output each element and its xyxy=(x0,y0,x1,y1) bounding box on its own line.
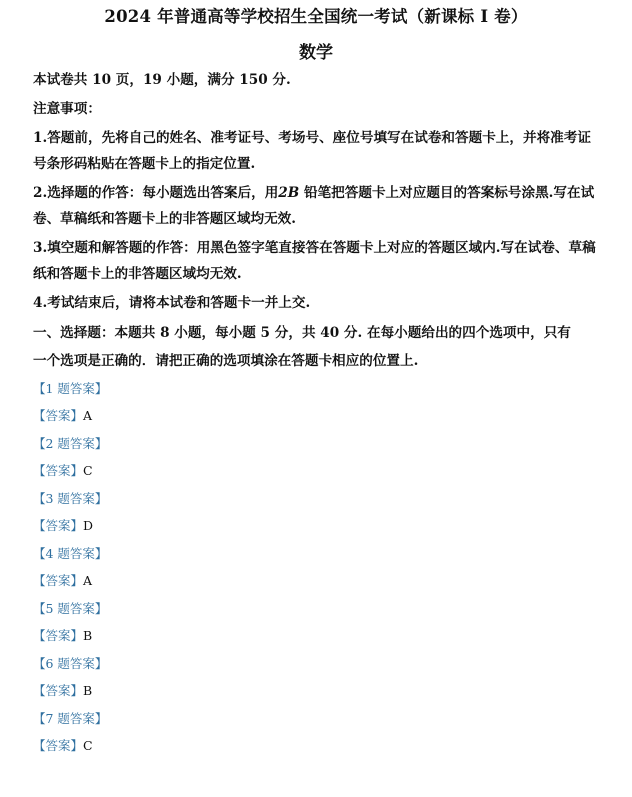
answer-value: A xyxy=(83,408,93,423)
answer-label: 【答案】 xyxy=(33,518,84,533)
notice-heading: 注意事项： xyxy=(33,101,101,117)
section-heading-line-1: 一、选择题：本题共 8 小题，每小题 5 分，共 40 分. 在每小题给出的四个选项中，只有 xyxy=(33,325,571,341)
answer-label: 【答案】 xyxy=(33,738,84,753)
answer-2-header xyxy=(33,435,107,453)
answer-header-text: 【5 题答案】 xyxy=(33,601,108,616)
answer-header-text: 【1 题答案】 xyxy=(33,381,108,396)
exam-title: 2024 年普通高等学校招生全国统一考试（新课标 I 卷） xyxy=(104,7,528,26)
notice-2-text-b: 铅笔把答题卡上对应题目的答案标号涂黑.写在试 xyxy=(299,185,595,201)
answer-7-header xyxy=(33,710,107,728)
answer-3-header xyxy=(33,490,107,508)
answer-header-text: 【3 题答案】 xyxy=(33,491,108,506)
answer-value: C xyxy=(83,738,93,753)
answer-value: B xyxy=(83,628,93,643)
answer-1 xyxy=(33,407,92,425)
answer-label: 【答案】 xyxy=(33,463,84,478)
answer-1-header xyxy=(33,380,107,398)
answer-4-header xyxy=(33,545,107,563)
answer-value: B xyxy=(83,683,93,698)
answer-value: A xyxy=(83,573,93,588)
subject-title: 数学 xyxy=(299,43,333,63)
answer-header-text: 【7 题答案】 xyxy=(33,711,108,726)
notice-1-line-2: 号条形码粘贴在答题卡上的指定位置. xyxy=(33,156,256,172)
answer-label: 【答案】 xyxy=(33,408,84,423)
answer-header-text: 【4 题答案】 xyxy=(33,546,108,561)
answer-value: D xyxy=(83,518,94,533)
answer-2 xyxy=(33,462,93,480)
answer-label: 【答案】 xyxy=(33,628,84,643)
notice-4-line-1: 4.考试结束后，请将本试卷和答题卡一并上交. xyxy=(33,295,311,311)
answer-label: 【答案】 xyxy=(33,683,84,698)
exam-intro: 本试卷共 10 页，19 小题，满分 150 分. xyxy=(33,72,291,88)
answer-4 xyxy=(33,572,92,590)
answer-header-text: 【2 题答案】 xyxy=(33,436,108,451)
notice-3-line-2: 纸和答题卡上的非答题区域均无效. xyxy=(33,266,242,282)
answer-header-text: 【6 题答案】 xyxy=(33,656,108,671)
answer-3 xyxy=(33,517,93,535)
answer-7 xyxy=(33,737,93,755)
answer-value: C xyxy=(83,463,93,478)
notice-2-line-1 xyxy=(33,183,594,203)
section-heading-line-2: 一个选项是正确的．请把正确的选项填涂在答题卡相应的位置上. xyxy=(33,353,419,369)
notice-3-line-1: 3.填空题和解答题的作答：用黑色签字笔直接答在答题卡上对应的答题区域内.写在试卷、草稿 xyxy=(33,240,596,256)
answer-label: 【答案】 xyxy=(33,573,84,588)
notice-1-line-1: 1.答题前，先将自己的姓名、准考证号、考场号、座位号填写在试卷和答题卡上，并将准考证 xyxy=(33,130,591,146)
answer-5 xyxy=(33,627,92,645)
notice-2-line-2: 卷、草稿纸和答题卡上的非答题区域均无效. xyxy=(33,211,297,227)
answer-5-header xyxy=(33,600,107,618)
answer-6 xyxy=(33,682,92,700)
notice-2-pencil-grade: 2B xyxy=(278,185,300,201)
notice-2-text-a: 2.选择题的作答：每小题选出答案后，用 xyxy=(33,185,279,201)
answer-6-header xyxy=(33,655,107,673)
